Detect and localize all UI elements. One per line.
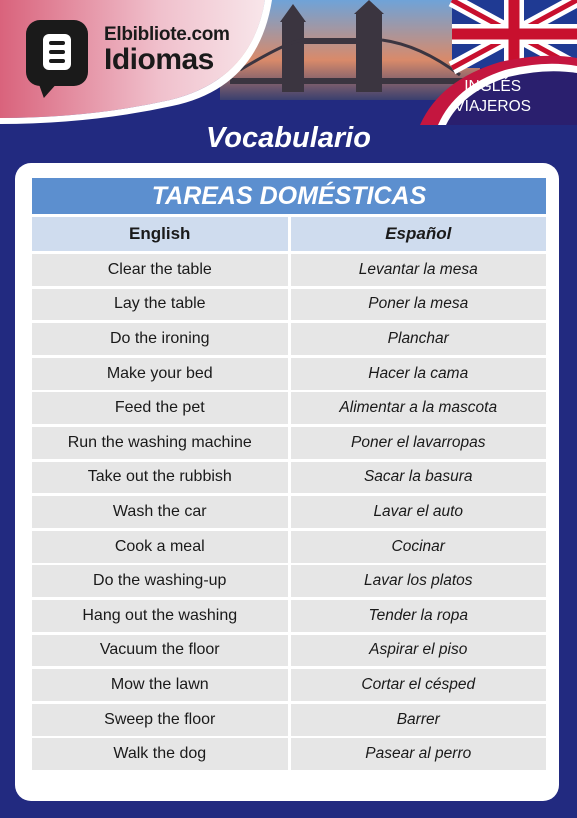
english-term: Wash the car — [32, 496, 288, 528]
table-row — [32, 738, 546, 770]
brand-site: Elbibliote.com — [104, 24, 230, 45]
english-term: Clear the table — [32, 254, 288, 286]
table-row — [32, 669, 546, 701]
english-term: Make your bed — [32, 358, 288, 390]
english-term: Walk the dog — [32, 738, 288, 770]
table-row — [32, 565, 546, 597]
table-header-row — [32, 217, 546, 251]
spanish-term: Sacar la basura — [291, 462, 547, 494]
english-term: Do the ironing — [32, 323, 288, 355]
spanish-term: Barrer — [291, 704, 547, 736]
spanish-term: Hacer la cama — [291, 358, 547, 390]
spanish-term: Cortar el césped — [291, 669, 547, 701]
column-header-english: English — [32, 217, 288, 251]
table-row — [32, 392, 546, 424]
spanish-term: Poner el lavarropas — [291, 427, 547, 459]
page-title: Vocabulario — [206, 122, 371, 154]
table-row — [32, 600, 546, 632]
column-header-spanish: Español — [291, 217, 547, 251]
english-term: Sweep the floor — [32, 704, 288, 736]
vocabulary-table — [32, 178, 546, 773]
table-title: TAREAS DOMÉSTICAS — [32, 178, 546, 214]
table-row — [32, 427, 546, 459]
english-term: Feed the pet — [32, 392, 288, 424]
spanish-term: Planchar — [291, 323, 547, 355]
spanish-term: Tender la ropa — [291, 600, 547, 632]
spanish-term: Pasear al perro — [291, 738, 547, 770]
table-row — [32, 496, 546, 528]
table-body — [32, 254, 546, 770]
english-term: Mow the lawn — [32, 669, 288, 701]
table-row — [32, 635, 546, 667]
level-type: VIAJEROS — [454, 98, 531, 115]
english-term: Vacuum the floor — [32, 635, 288, 667]
table-row — [32, 358, 546, 390]
spanish-term: Poner la mesa — [291, 289, 547, 321]
table-row — [32, 531, 546, 563]
english-term: Do the washing-up — [32, 565, 288, 597]
spanish-term: Lavar los platos — [291, 565, 547, 597]
spanish-term: Alimentar a la mascota — [291, 392, 547, 424]
english-term: Take out the rubbish — [32, 462, 288, 494]
english-term: Run the washing machine — [32, 427, 288, 459]
table-row — [32, 289, 546, 321]
brand-name: Idiomas — [104, 43, 214, 76]
header-banner — [0, 0, 577, 125]
spanish-term: Aspirar el piso — [291, 635, 547, 667]
spanish-term: Lavar el auto — [291, 496, 547, 528]
spanish-term: Levantar la mesa — [291, 254, 547, 286]
level-badge — [454, 77, 531, 117]
english-term: Hang out the washing — [32, 600, 288, 632]
english-term: Lay the table — [32, 289, 288, 321]
level-language: INGLÉS — [464, 78, 522, 95]
table-row — [32, 254, 546, 286]
table-row — [32, 704, 546, 736]
english-term: Cook a meal — [32, 531, 288, 563]
table-row — [32, 323, 546, 355]
vocabulary-card — [15, 163, 559, 801]
table-row — [32, 462, 546, 494]
logo-icon — [26, 20, 88, 86]
spanish-term: Cocinar — [291, 531, 547, 563]
